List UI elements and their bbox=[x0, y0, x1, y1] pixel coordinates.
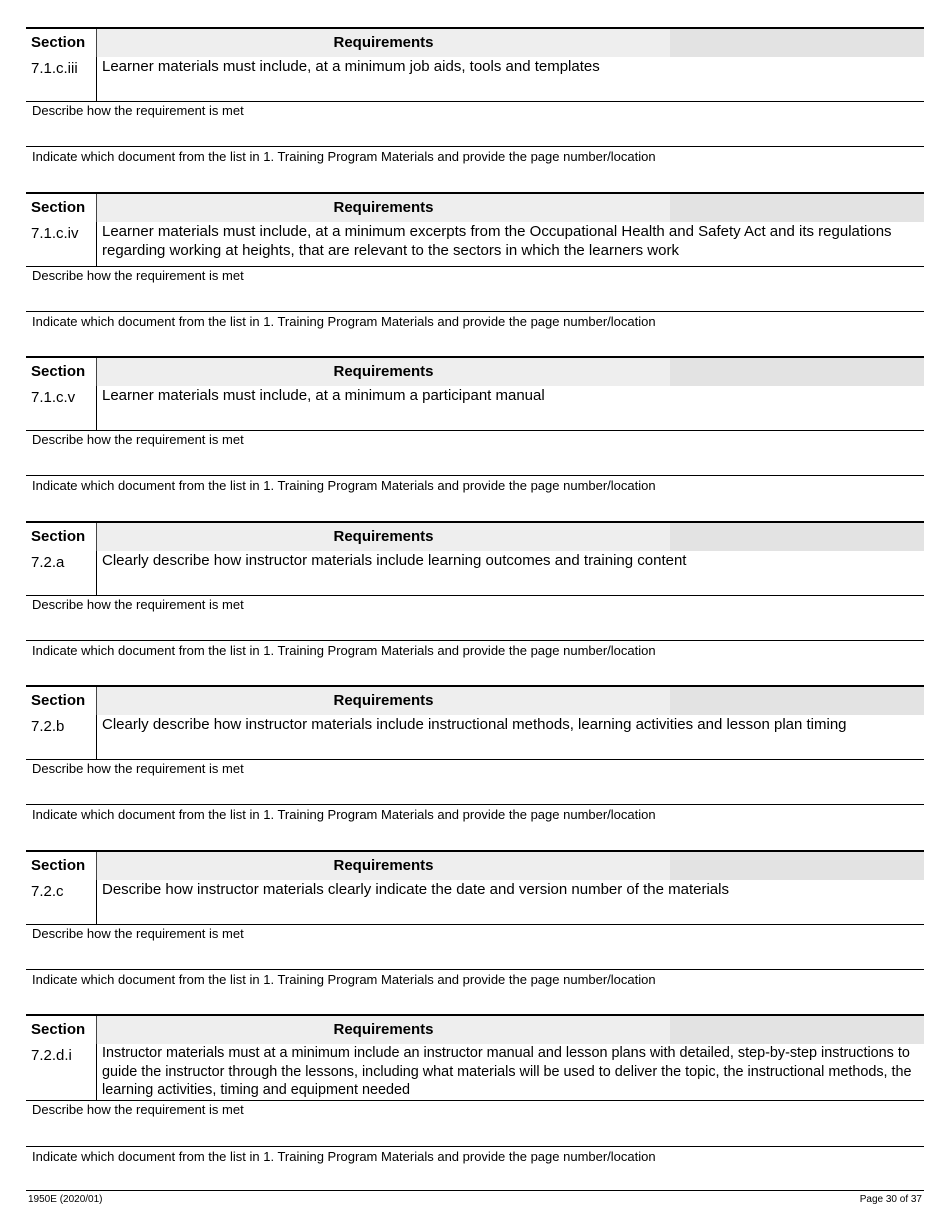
section-column-header: Section bbox=[26, 29, 96, 57]
requirement-text: Learner materials must include, at a minimum job aids, tools and templates bbox=[102, 58, 600, 75]
indicate-document-prompt[interactable]: Indicate which document from the list in 1. Training Program Materials and provide the page number/location bbox=[32, 478, 656, 493]
requirements-column-header: Requirements bbox=[97, 687, 670, 715]
requirement-block bbox=[0, 27, 950, 192]
requirement-block bbox=[0, 685, 950, 850]
table-header bbox=[26, 192, 924, 222]
requirement-row bbox=[26, 57, 924, 102]
requirement-row bbox=[26, 222, 924, 267]
section-code: 7.1.c.iii bbox=[31, 60, 78, 77]
describe-prompt[interactable]: Describe how the requirement is met bbox=[32, 596, 244, 612]
section-column-header: Section bbox=[26, 852, 96, 880]
section-column-header: Section bbox=[26, 358, 96, 386]
requirement-text: Instructor materials must at a minimum include an instructor manual and lesson plans with detailed, step-by-step instructions to guide the instructor through the lessons, including what materials will be used to deliver the topic, the instructional methods, the learning activities, timing and equipment needed bbox=[102, 1045, 912, 1098]
requirements-column-header: Requirements bbox=[97, 358, 670, 386]
page-footer bbox=[26, 1190, 924, 1211]
indicate-document-prompt[interactable]: Indicate which document from the list in 1. Training Program Materials and provide the page number/location bbox=[32, 642, 656, 658]
table-header bbox=[26, 685, 924, 715]
indicate-document-prompt[interactable]: Indicate which document from the list in 1. Training Program Materials and provide the page number/location bbox=[32, 313, 656, 329]
section-code: 7.1.c.v bbox=[31, 389, 76, 406]
requirement-block bbox=[0, 521, 950, 686]
requirement-block bbox=[0, 850, 950, 1015]
requirements-column-header: Requirements bbox=[97, 29, 670, 57]
describe-prompt[interactable]: Describe how the requirement is met bbox=[32, 432, 244, 447]
describe-prompt[interactable]: Describe how the requirement is met bbox=[32, 761, 244, 776]
requirement-block bbox=[0, 1014, 950, 1179]
requirement-row bbox=[26, 551, 924, 596]
indicate-document-prompt[interactable]: Indicate which document from the list in 1. Training Program Materials and provide the page number/location bbox=[32, 149, 656, 164]
section-code: 7.1.c.iv bbox=[31, 224, 79, 242]
describe-prompt[interactable]: Describe how the requirement is met bbox=[32, 103, 244, 118]
requirements-column-header: Requirements bbox=[97, 523, 670, 551]
requirement-text: Clearly describe how instructor materials include learning outcomes and training content bbox=[102, 551, 687, 569]
indicate-document-prompt[interactable]: Indicate which document from the list in 1. Training Program Materials and provide the page number/location bbox=[32, 1149, 656, 1164]
requirements-column-header: Requirements bbox=[97, 194, 670, 222]
describe-prompt[interactable]: Describe how the requirement is met bbox=[32, 267, 244, 283]
page-number: Page 30 of 37 bbox=[859, 1194, 922, 1205]
table-header bbox=[26, 850, 924, 880]
requirement-text: Learner materials must include, at a minimum a participant manual bbox=[102, 387, 545, 404]
section-code: 7.2.d.i bbox=[31, 1047, 72, 1064]
table-header bbox=[26, 1014, 924, 1044]
requirements-column-header: Requirements bbox=[97, 1016, 670, 1044]
section-column-header: Section bbox=[26, 194, 96, 222]
requirement-row bbox=[26, 880, 924, 925]
describe-prompt[interactable]: Describe how the requirement is met bbox=[32, 1102, 244, 1117]
requirements-column-header: Requirements bbox=[97, 852, 670, 880]
section-code: 7.2.c bbox=[31, 882, 64, 900]
requirement-text: Clearly describe how instructor materials include instructional methods, learning activities and lesson plan timing bbox=[102, 716, 847, 733]
table-header bbox=[26, 27, 924, 57]
requirement-text: Describe how instructor materials clearly indicate the date and version number of the materials bbox=[102, 880, 729, 898]
requirements-list bbox=[0, 27, 950, 1179]
table-header bbox=[26, 356, 924, 386]
indicate-document-prompt[interactable]: Indicate which document from the list in 1. Training Program Materials and provide the page number/location bbox=[32, 807, 656, 822]
section-code: 7.2.b bbox=[31, 718, 65, 735]
indicate-document-prompt[interactable]: Indicate which document from the list in 1. Training Program Materials and provide the page number/location bbox=[32, 971, 656, 987]
table-header bbox=[26, 521, 924, 551]
section-column-header: Section bbox=[26, 687, 96, 715]
describe-prompt[interactable]: Describe how the requirement is met bbox=[32, 925, 244, 941]
section-code: 7.2.a bbox=[31, 553, 65, 571]
requirement-row bbox=[26, 1044, 924, 1101]
requirement-block bbox=[0, 356, 950, 521]
requirement-row bbox=[26, 386, 924, 431]
requirement-block bbox=[0, 192, 950, 357]
section-column-header: Section bbox=[26, 523, 96, 551]
section-column-header: Section bbox=[26, 1016, 96, 1044]
form-id: 1950E (2020/01) bbox=[28, 1194, 103, 1205]
requirement-text: Learner materials must include, at a minimum excerpts from the Occupational Health and Safety Act and its regulations regarding working at heights, that are relevant to the sectors in which the learners work bbox=[102, 222, 892, 259]
requirement-row bbox=[26, 715, 924, 760]
